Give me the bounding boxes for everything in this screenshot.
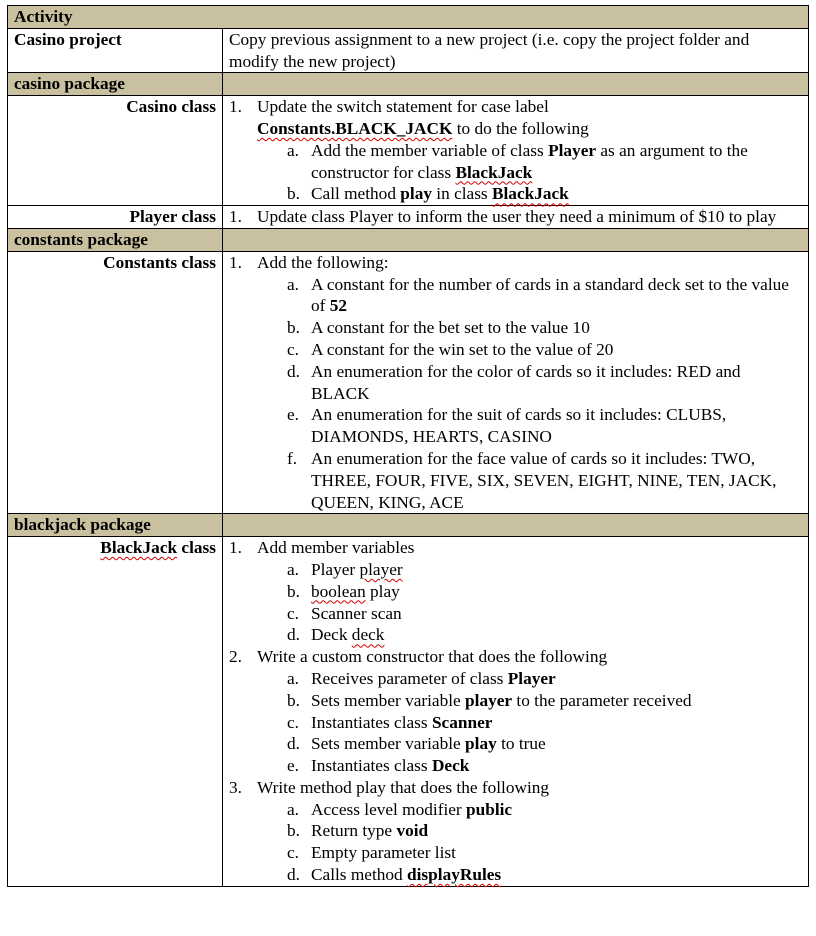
casino-class-label: Casino class: [8, 96, 223, 206]
list-item: a. Access level modifier public: [287, 799, 513, 819]
list-item: d. Calls method displayRules: [287, 865, 502, 885]
list-item: b. A constant for the bet set to the value 10: [287, 318, 590, 338]
constants-package-header: constants package: [8, 228, 223, 251]
list-item: d. An enumeration for the color of cards so it includes: RED and BLACK: [287, 361, 741, 403]
casino-project-text: Copy previous assignment to a new project (i.e. copy the project folder and modify the new project): [223, 28, 809, 73]
activity-header: Activity: [8, 6, 809, 29]
list-item: a. Add the member variable of class Player as an argument to the constructor for class BlackJack: [287, 140, 748, 182]
list-item: a. A constant for the number of cards in a standard deck set to the value of 52: [287, 274, 789, 316]
list-item: c. A constant for the win set to the value of 20: [287, 339, 614, 359]
blackjack-class-instructions: [223, 537, 809, 887]
list-item: b. Return type void: [287, 821, 429, 841]
blackjack-package-header: blackjack package: [8, 514, 223, 537]
list-item: 3. Write method play that does the following: [229, 777, 550, 797]
list-item: 1. Add the following:: [229, 252, 389, 272]
list-item: 1. Update class Player to inform the user they need a minimum of $10 to play: [229, 207, 777, 227]
casino-package-row: [8, 73, 809, 96]
list-item: 2. Write a custom constructor that does the following: [229, 647, 608, 667]
list-item: c. Instantiates class Scanner: [287, 712, 493, 732]
blackjack-package-row: [8, 514, 809, 537]
list-item: c. Scanner scan: [287, 603, 402, 623]
constants-class-row: [8, 251, 809, 514]
list-item: b. Sets member variable player to the parameter received: [287, 690, 692, 710]
list-item: 1. Add member variables: [229, 538, 415, 558]
list-item: d. Sets member variable play to true: [287, 734, 546, 754]
list-item: e. An enumeration for the suit of cards so it includes: CLUBS, DIAMONDS, HEARTS, CASINO: [287, 405, 727, 447]
constants-package-row: [8, 228, 809, 251]
constants-class-instructions: [223, 251, 809, 514]
blackjack-class-label: BlackJack class: [8, 537, 223, 887]
casino-project-label: Casino project: [8, 28, 223, 73]
player-class-row: [8, 206, 809, 229]
player-class-label: Player class: [8, 206, 223, 229]
list-item: c. Empty parameter list: [287, 843, 456, 863]
casino-package-header: casino package: [8, 73, 223, 96]
list-item: d. Deck deck: [287, 625, 385, 645]
list-item: b. boolean play: [287, 581, 400, 601]
header-row: [8, 6, 809, 29]
list-item: e. Instantiates class Deck: [287, 756, 470, 776]
list-item: f. An enumeration for the face value of cards so it includes: TWO, THREE, FOUR, FIVE, SIX, SEVEN, EIGHT, NINE, TEN, JACK, QUEEN, KING, ACE: [287, 448, 777, 512]
casino-class-instructions: [223, 96, 809, 206]
casino-project-row: [8, 28, 809, 73]
player-class-instructions: [223, 206, 809, 229]
constants-class-label: Constants class: [8, 251, 223, 514]
casino-class-row: [8, 96, 809, 206]
list-item: b. Call method play in class BlackJack: [287, 184, 569, 204]
activity-table: [7, 5, 809, 887]
list-item: 1. Update the switch statement for case label Constants.BLACK_JACK to do the following: [229, 97, 589, 138]
blackjack-class-row: [8, 537, 809, 887]
list-item: a. Receives parameter of class Player: [287, 668, 556, 688]
list-item: a. Player player: [287, 559, 403, 579]
